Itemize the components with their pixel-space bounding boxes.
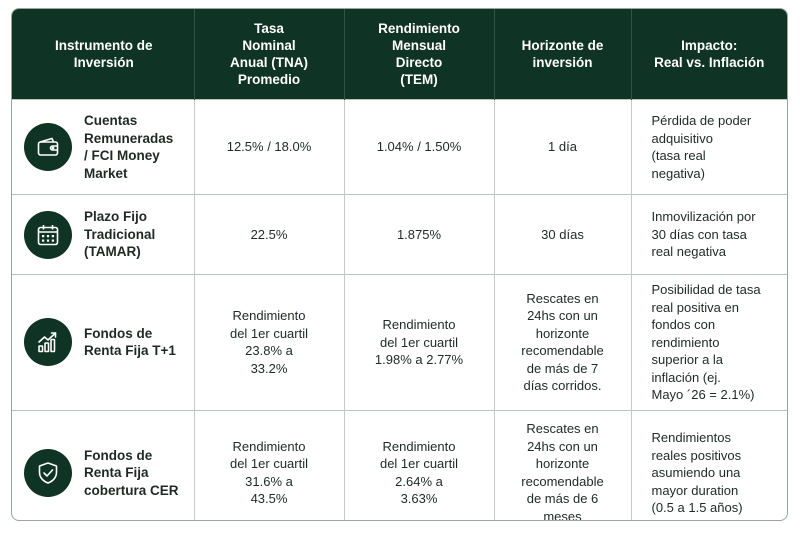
impact-cell: Pérdida de poder adquisitivo (tasa real negativa): [631, 100, 787, 195]
tna-cell: 12.5% / 18.0%: [194, 100, 344, 195]
instrument-name: Fondos de Renta Fija T+1: [84, 325, 176, 359]
tem-cell: 1.04% / 1.50%: [344, 100, 494, 195]
header-impact: Impacto: Real vs. Inflación: [631, 9, 787, 100]
tem-cell: Rendimiento del 1er cuartil 2.64% a 3.63%: [344, 410, 494, 521]
impact-cell: Rendimientos reales positivos asumiendo una mayor duration (0.5 a 1.5 años): [631, 410, 787, 521]
impact-cell: Inmovilización por 30 días con tasa real negativa: [631, 195, 787, 275]
instrument-name: Cuentas Remuneradas / FCI Money Market: [84, 113, 174, 181]
instrument-cell: [12, 195, 194, 275]
instrument-cell: [12, 410, 194, 521]
instrument-cell: [12, 100, 194, 195]
instrument-name: Plazo Fijo Tradicional (TAMAR): [84, 209, 156, 260]
horizon-cell: Rescates en 24hs con un horizonte recomendable de más de 6 meses: [494, 410, 631, 521]
comparison-table-container: [11, 8, 788, 521]
table-row: [12, 275, 787, 411]
tem-cell: 1.875%: [344, 195, 494, 275]
investment-comparison-table: [12, 9, 787, 521]
tna-cell: 22.5%: [194, 195, 344, 275]
horizon-cell: 30 días: [494, 195, 631, 275]
table-row: [12, 410, 787, 521]
tem-cell: Rendimiento del 1er cuartil 1.98% a 2.77%: [344, 275, 494, 411]
header-tem: Rendimiento Mensual Directo (TEM): [344, 9, 494, 100]
table-header-row: [12, 9, 787, 100]
table-row: [12, 100, 787, 195]
horizon-cell: 1 día: [494, 100, 631, 195]
header-horizon: Horizonte de inversión: [494, 9, 631, 100]
horizon-cell: Rescates en 24hs con un horizonte recomendable de más de 7 días corridos.: [494, 275, 631, 411]
growth-chart-icon: [24, 318, 72, 366]
tna-cell: Rendimiento del 1er cuartil 23.8% a 33.2%: [194, 275, 344, 411]
table-row: [12, 195, 787, 275]
wallet-icon: [24, 123, 72, 171]
header-instrument: Instrumento de Inversión: [12, 9, 194, 100]
shield-check-icon: [24, 449, 72, 497]
header-tna: Tasa Nominal Anual (TNA) Promedio: [194, 9, 344, 100]
tna-cell: Rendimiento del 1er cuartil 31.6% a 43.5%: [194, 410, 344, 521]
calendar-icon: [24, 211, 72, 259]
instrument-cell: [12, 275, 194, 411]
instrument-name: Fondos de Renta Fija cobertura CER: [84, 447, 179, 498]
impact-cell: Posibilidad de tasa real positiva en fondos con rendimiento superior a la inflación (ej. Mayo ´26 = 2.1%): [631, 275, 787, 411]
